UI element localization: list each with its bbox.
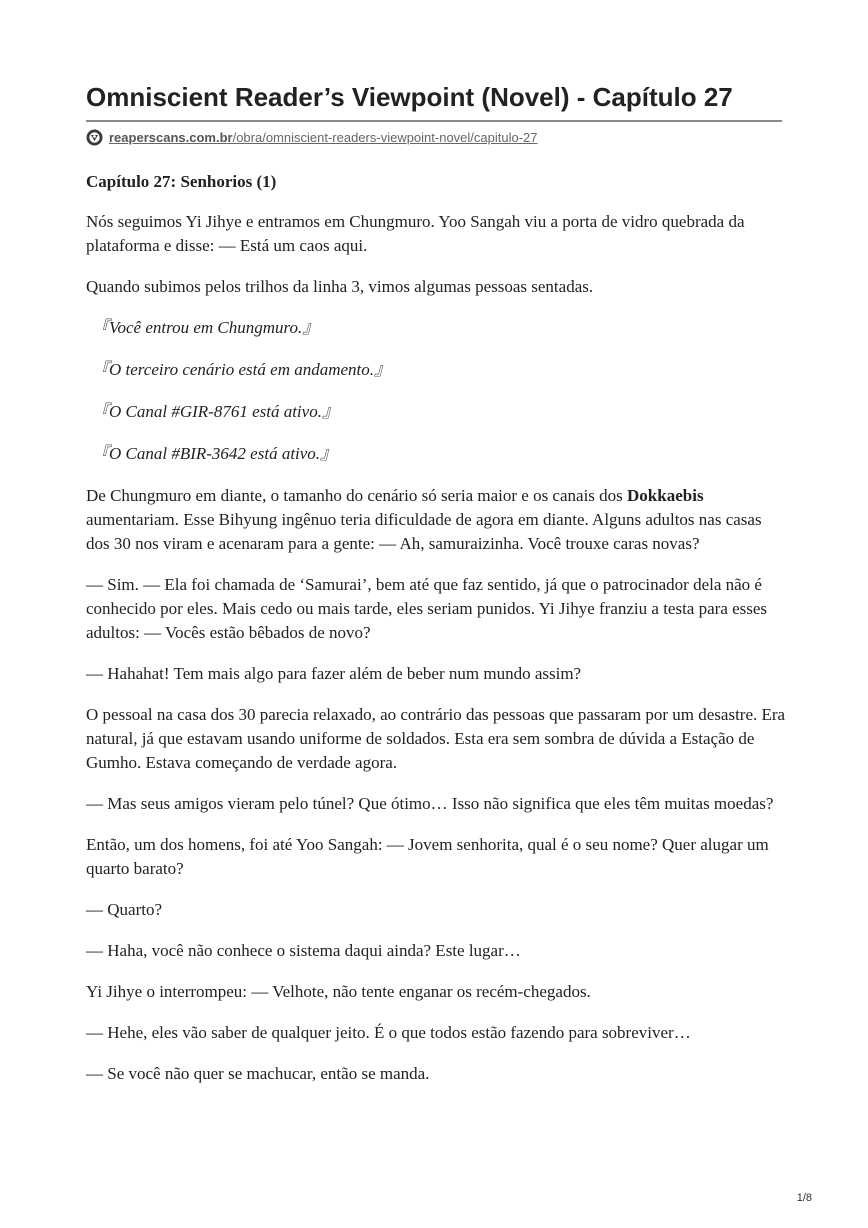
system-message: 『O Canal #GIR-8761 está ativo.』 (92, 402, 339, 421)
paragraph: — Quarto? (86, 900, 163, 919)
paragraph: Então, um dos homens, foi até Yoo Sangah: — Jovem senhorita, qual é o seu nome? Quer alugar um quarto barato? (86, 835, 769, 878)
source-line (86, 127, 538, 147)
paragraph: — Sim. — Ela foi chamada de ‘Samurai’, bem até que faz sentido, já que o patrocinador dela não é conhecido por eles. Mais cedo ou mais tarde, eles seriam punidos. Yi Jihye franziu a testa para esses adultos: — Vocês estão bêbados de novo? (86, 575, 768, 642)
page-title: Omniscient Reader’s Viewpoint (Novel) - Capítulo 27 (86, 82, 733, 112)
paragraph-text: aumentariam. Esse Bihyung ingênuo teria dificuldade de agora em diante. Alguns adultos nas casas dos 30 nos viram e acenaram para a gente: — Ah, samuraizinha. Você trouxe caras novas? (86, 510, 762, 553)
paragraph: Nós seguimos Yi Jihye e entramos em Chungmuro. Yoo Sangah viu a porta de vidro quebrada da plataforma e disse: — Está um caos aqui. (86, 212, 745, 255)
page-number: 1/8 (796, 1192, 812, 1204)
paragraph (86, 484, 786, 556)
paragraph: Yi Jihye o interrompeu: — Velhote, não tente enganar os recém-chegados. (86, 982, 591, 1001)
source-path: /obra/omniscient-readers-viewpoint-novel/capitulo-27 (232, 129, 538, 145)
chapter-content (86, 170, 786, 1103)
paragraph: — Se você não quer se machucar, então se manda. (86, 1064, 430, 1083)
chapter-heading: Capítulo 27: Senhorios (1) (86, 172, 277, 191)
paragraph: — Haha, você não conhece o sistema daqui ainda? Este lugar… (86, 941, 521, 960)
paragraph: O pessoal na casa dos 30 parecia relaxado, ao contrário das pessoas que passaram por um desastre. Era natural, já que estavam usando uniforme de soldados. Esta era sem sombra de dúvida a Estação de Gumho. Estava começando de verdade agora. (86, 705, 786, 772)
paragraph: — Hahahat! Tem mais algo para fazer além de beber num mundo assim? (86, 664, 582, 683)
bold-term: Dokkaebis (627, 486, 704, 505)
system-message: 『O Canal #BIR-3642 está ativo.』 (92, 444, 338, 463)
paragraph: — Mas seus amigos vieram pelo túnel? Que ótimo… Isso não significa que eles têm muitas moedas? (86, 794, 774, 813)
paragraph-text: De Chungmuro em diante, o tamanho do cenário só seria maior e os canais dos (86, 486, 628, 505)
title-divider (86, 120, 782, 122)
source-link[interactable] (109, 130, 538, 145)
source-domain: reaperscans.com.br (109, 129, 233, 145)
site-favicon-icon (86, 129, 103, 146)
paragraph: Quando subimos pelos trilhos da linha 3, vimos algumas pessoas sentadas. (86, 277, 594, 296)
system-message: 『O terceiro cenário está em andamento.』 (92, 360, 392, 379)
system-message: 『Você entrou em Chungmuro.』 (92, 318, 320, 337)
paragraph: — Hehe, eles vão saber de qualquer jeito. É o que todos estão fazendo para sobreviver… (86, 1023, 691, 1042)
